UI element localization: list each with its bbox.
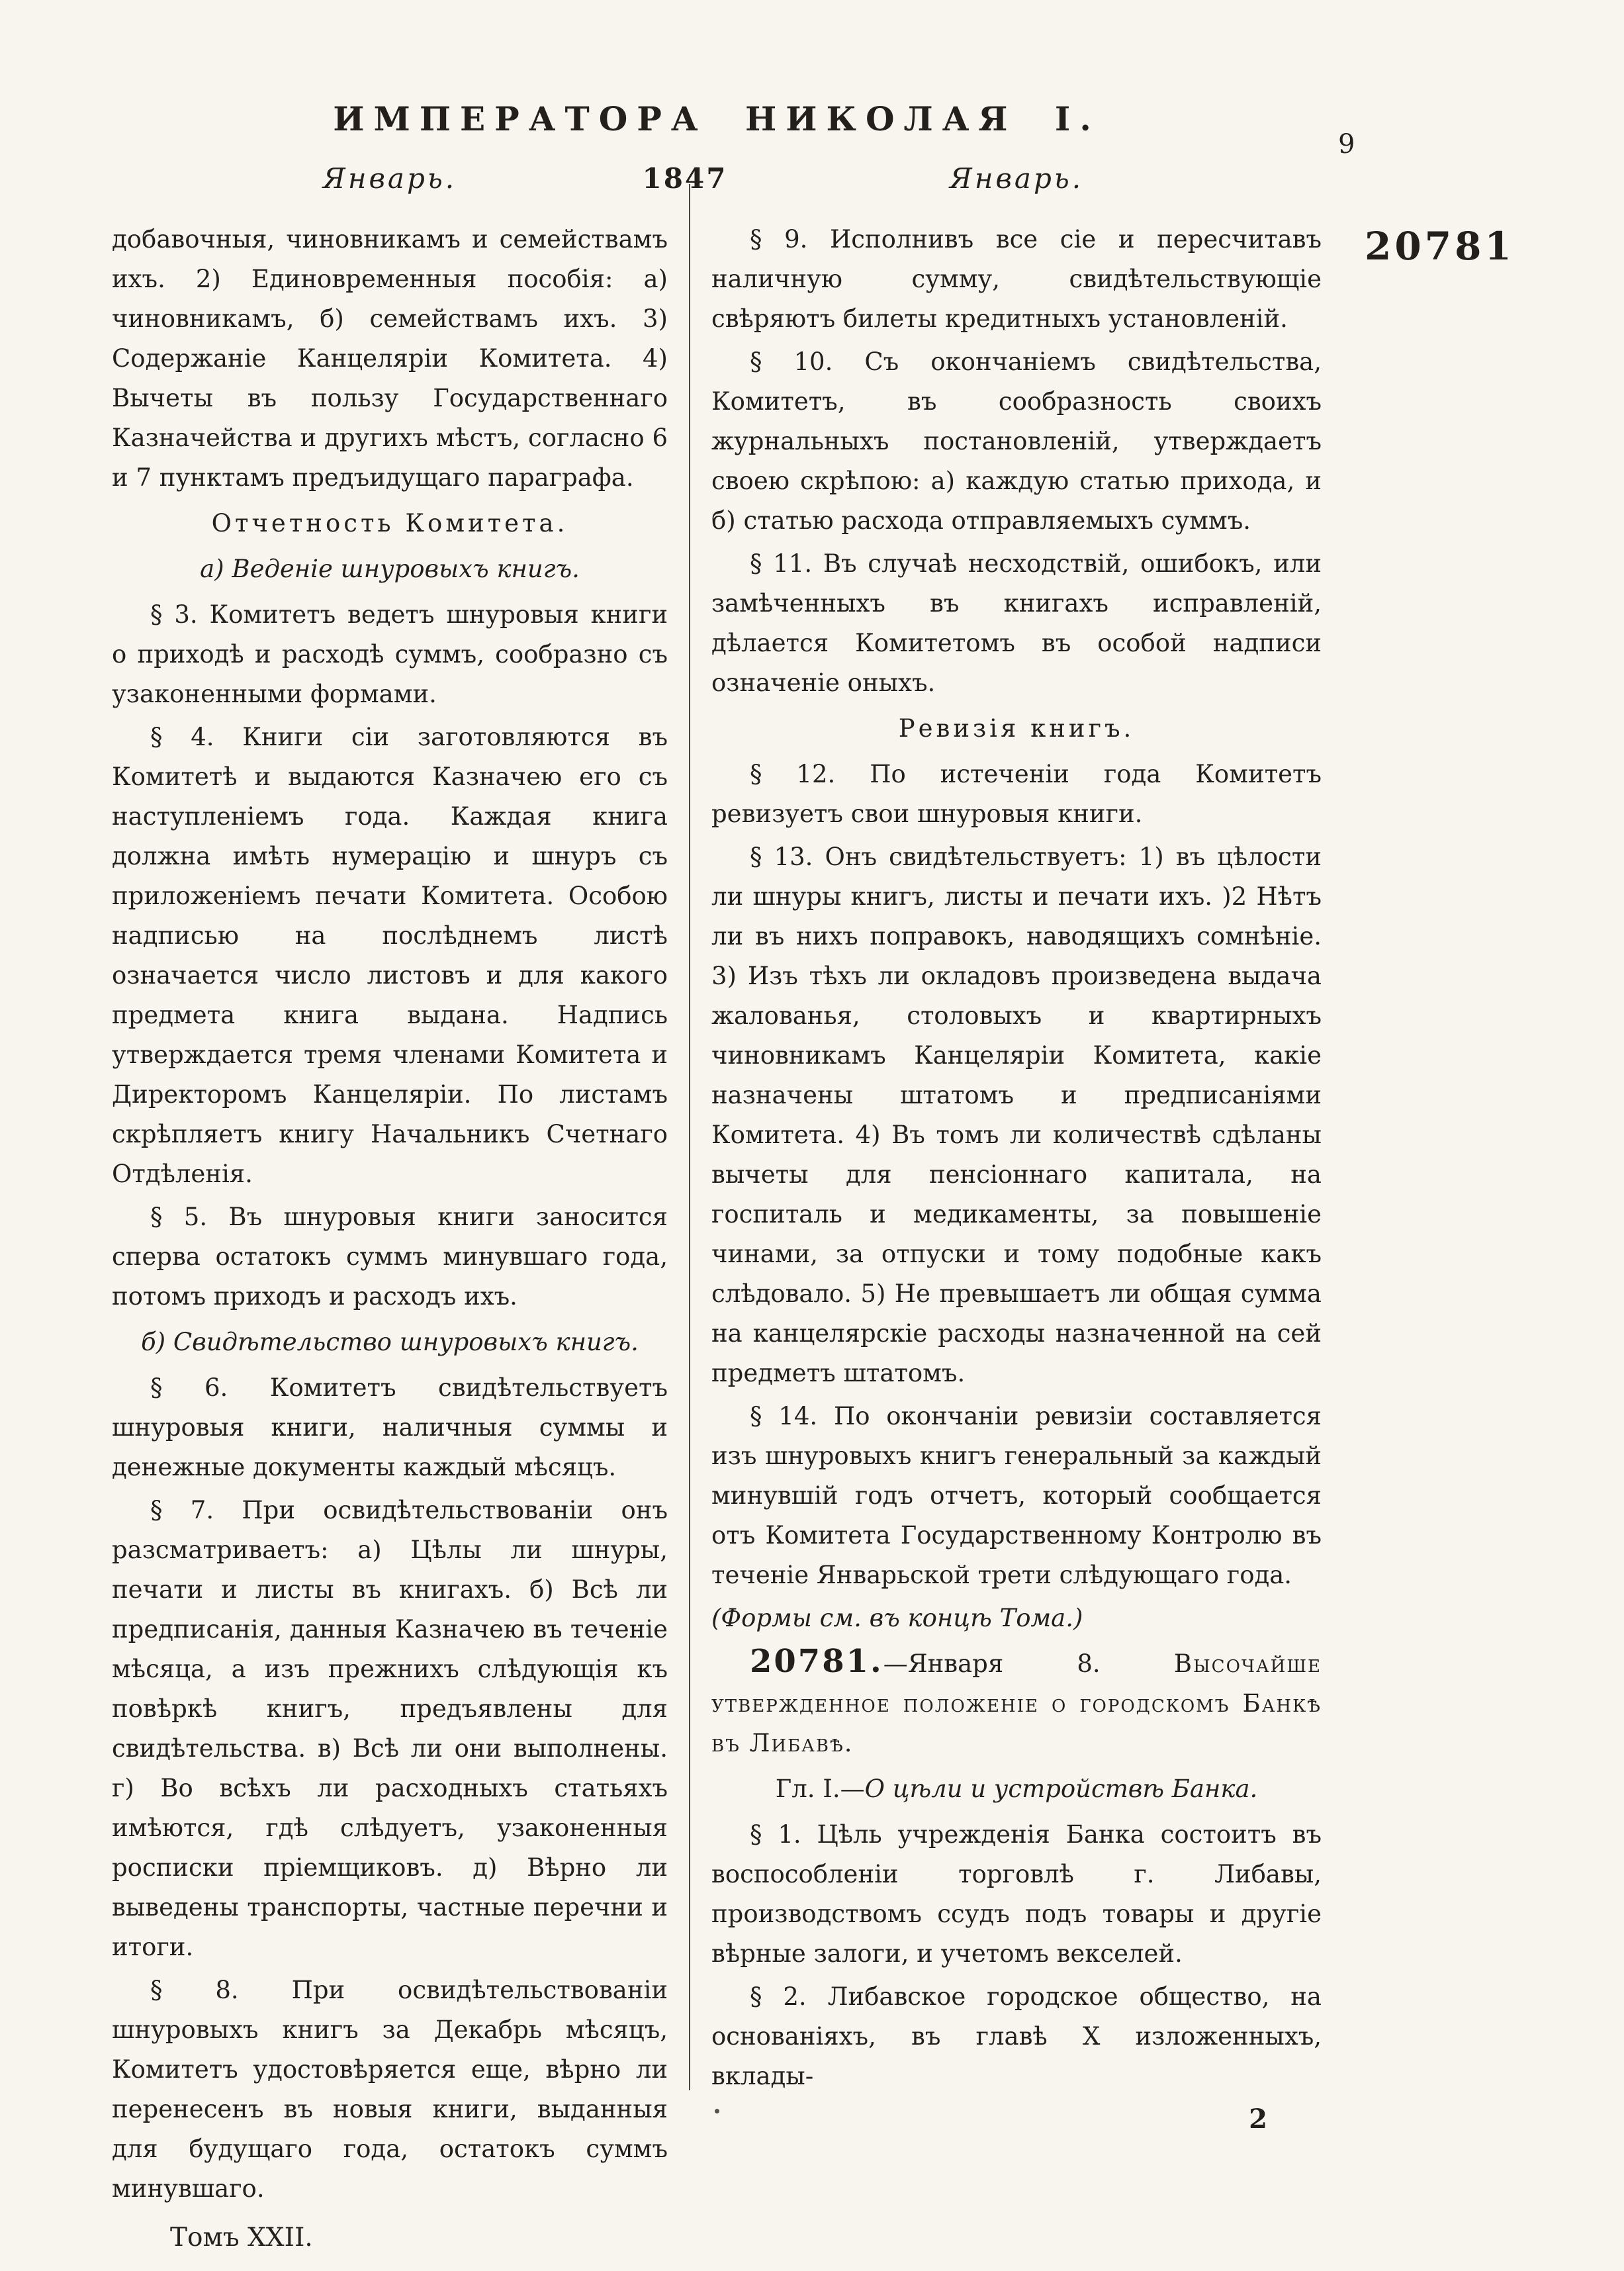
paragraph-section-12: § 12. По истеченіи года Комитетъ ревизуетъ свои шнуровыя книги.	[711, 760, 1322, 828]
month-label-right: Январь.	[949, 162, 1084, 195]
paragraph-section-5: § 5. Въ шнуровыя книги заносится сперва остатокъ суммъ минувшаго года, потомъ приходъ и расходъ ихъ.	[112, 1203, 668, 1311]
paragraph-section-3: § 3. Комитетъ ведетъ шнуровыя книги о приходѣ и расходѣ суммъ, сообразно съ узаконенными формами.	[112, 600, 668, 708]
month-label-left: Январь.	[322, 162, 457, 195]
law-entry-20781	[711, 1642, 1322, 1763]
paragraph-section-11: § 11. Въ случаѣ несходствій, ошибокъ, или замѣченныхъ въ книгахъ исправленій, дѣлается Комитетомъ въ особой надписи означеніе оныхъ.	[711, 549, 1322, 697]
chapter-heading	[711, 1769, 1322, 1809]
paragraph-section-1: § 1. Цѣль учрежденія Банка состоитъ въ воспособленіи торговлѣ г. Либавы, производствомъ ссудъ подъ товары и другіе вѣрные залоги, и учетомъ векселей.	[711, 1820, 1322, 1968]
law-entry-title: Высочайше утвержденное положеніе о городскомъ Банкѣ въ Либавѣ.	[711, 1649, 1322, 1757]
paragraph-section-6: § 6. Комитетъ свидѣтельствуетъ шнуровыя книги, наличныя суммы и денежные документы каждый мѣсяцъ.	[112, 1373, 668, 1481]
section-heading: Отчетность Комитета.	[211, 509, 568, 537]
left-column	[112, 216, 668, 2261]
text-block	[112, 99, 1322, 2261]
law-entry-number: 20781.	[750, 1643, 883, 1680]
paragraph-section-9: § 9. Исполнивъ все сіе и пересчитавъ наличную сумму, свидѣтельствующіе свѣряютъ билеты кредитныхъ установленій.	[711, 225, 1322, 333]
subsection-heading: б) Свидѣтельство шнуровыхъ книгъ.	[141, 1328, 639, 1356]
law-entry-date: —Января 8.	[883, 1649, 1101, 1678]
chapter-title: О цѣли и устройствѣ Банка.	[864, 1775, 1258, 1803]
paragraph-section-2: § 2. Либавское городское общество, на основаніяхъ, въ главѣ X изложенныхъ, вклады-	[711, 1982, 1322, 2090]
chapter-label: Гл. I.—	[775, 1775, 865, 1803]
section-heading: Ревизія книгъ.	[898, 714, 1135, 743]
signature-mark: 2	[1249, 2104, 1267, 2135]
two-column-layout	[112, 216, 1322, 2261]
margin-entry-number: 20781	[1365, 224, 1515, 269]
column-gutter	[668, 216, 711, 2261]
paragraph-section-14: § 14. По окончаніи ревизіи составляется изъ шнуровыхъ книгъ генеральный за каждый минувшій годъ отчетъ, который сообщается отъ Комитета Государственному Контролю въ теченіе Январьской трети слѣдующаго года.	[711, 1402, 1322, 1589]
year-label: 1847	[642, 162, 728, 195]
page-number: 9	[1338, 129, 1355, 160]
running-title: ИМПЕРАТОРА НИКОЛАЯ I.	[333, 99, 1101, 138]
paragraph-section-8: § 8. При освидѣтельствованіи шнуровыхъ книгъ за Декабрь мѣсяцъ, Комитетъ удостовѣряется еще, вѣрно ли перенесенъ въ новыя книги, выданныя для будущаго года, остатокъ суммъ минувшаго.	[112, 1976, 668, 2203]
forms-reference-note: (Формы см. въ концѣ Тома.)	[711, 1604, 1083, 1632]
right-column	[711, 216, 1322, 2261]
paragraph-section-7: § 7. При освидѣтельствованіи онъ разсматриваетъ: а) Цѣлы ли шнуры, печати и листы въ книгахъ. б) Всѣ ли предписанія, данныя Казначею въ теченіе мѣсяца, а изъ прежнихъ слѣдующія къ повѣркѣ книгъ, предъявлены для свидѣтельства. в) Всѣ ли они выполнены. г) Во всѣхъ ли расходныхъ статьяхъ имѣются, гдѣ слѣдуетъ, узаконенныя росписки пріемщиковъ. д) Вѣрно ли выведены транспорты, частные перечни и итоги.	[112, 1496, 668, 1961]
paragraph-continuation: добавочныя, чиновникамъ и семействамъ ихъ. 2) Единовременныя пособія: а) чиновникамъ, б) семействамъ ихъ. 3) Содержаніе Канцеляріи Комитета. 4) Вычеты въ пользу Государственнаго Казначейства и другихъ мѣстъ, согласно 6 и 7 пунктамъ предъидущаго параграфа.	[112, 225, 668, 492]
paragraph-section-10: § 10. Съ окончаніемъ свидѣтельства, Комитетъ, въ сообразность своихъ журнальныхъ постановленій, утверждаетъ своею скрѣпою: а) каждую статью прихода, и б) статью расхода отправляемыхъ суммъ.	[711, 348, 1322, 535]
paragraph-section-13: § 13. Онъ свидѣтельствуетъ: 1) въ цѣлости ли шнуры книгъ, листы и печати ихъ. )2 Нѣтъ ли въ нихъ поправокъ, наводящихъ сомнѣніе. 3) Изъ тѣхъ ли окладовъ произведена выдача жалованья, столовыхъ и квартирныхъ чиновникамъ Канцеляріи Комитета, какіе назначены штатомъ и предписаніями Комитета. 4) Въ томъ ли количествѣ сдѣланы вычеты для пенсіоннаго капитала, на госпиталь и медикаменты, за повышеніе чинами, за отпуски и тому подобные какъ слѣдовало. 5) Не превышаетъ ли общая сумма на канцелярскіе расходы назначенной на сей предметъ штатомъ.	[711, 843, 1322, 1387]
paragraph-section-4: § 4. Книги сіи заготовляются въ Комитетѣ и выдаются Казначею его съ наступленіемъ года. Каждая книга должна имѣть нумерацію и шнуръ съ приложеніемъ печати Комитета. Особою надписью на послѣднемъ листѣ означается число листовъ и для какого предмета книга выдана. Надпись утверждается тремя членами Комитета и Директоромъ Канцеляріи. По листамъ скрѣпляетъ книгу Начальникъ Счетнаго Отдѣленія.	[112, 723, 668, 1188]
subsection-heading: а) Веденіе шнуровыхъ книгъ.	[200, 555, 580, 583]
volume-label: Томъ XXII.	[170, 2223, 313, 2252]
month-header-row	[112, 162, 1322, 199]
